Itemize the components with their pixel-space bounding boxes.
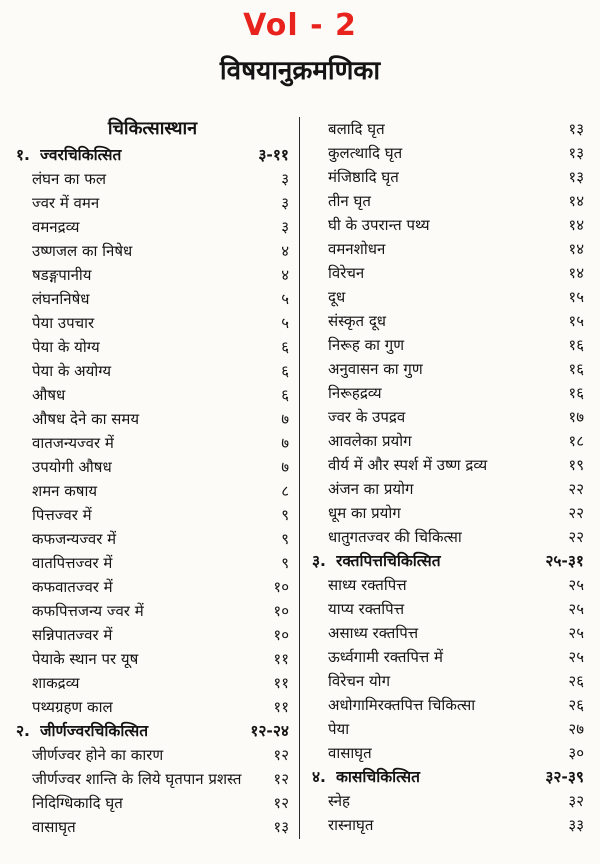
entry-title: अंजन का प्रयोग xyxy=(328,480,414,498)
toc-item-row xyxy=(312,333,584,357)
entry-title: साध्य रक्तपित्त xyxy=(328,576,407,594)
section-number: १. xyxy=(16,146,30,164)
entry-page: ११ xyxy=(273,674,289,692)
toc-section-row xyxy=(16,719,289,743)
entry-title: स्नेह xyxy=(328,792,351,810)
toc-section-row xyxy=(312,549,584,573)
entry-title: असाध्य रक्तपित्त xyxy=(328,624,419,642)
toc-item-row xyxy=(312,357,584,381)
entry-page: ३३ xyxy=(568,816,584,834)
toc-item-row xyxy=(312,165,584,189)
toc-item-row xyxy=(16,431,289,455)
toc-item-row xyxy=(16,359,289,383)
entry-title: वीर्य में और स्पर्श में उष्ण द्रव्य xyxy=(328,456,488,474)
toc-item-row xyxy=(312,525,584,549)
entry-page: २६ xyxy=(568,672,584,690)
entry-page: ३ xyxy=(281,170,289,188)
toc-item-row xyxy=(312,309,584,333)
toc-item-row xyxy=(312,669,584,693)
entry-title: धूम का प्रयोग xyxy=(328,504,401,522)
entry-title: निरूह का गुण xyxy=(328,336,405,354)
entry-title: वमनद्रव्य xyxy=(32,218,80,236)
entry-page: ५ xyxy=(281,290,289,308)
entry-title: पेयाके स्थान पर यूष xyxy=(32,650,139,668)
entry-title: विरेचन xyxy=(328,264,365,282)
entry-title: कासचिकित्सित xyxy=(336,768,420,786)
entry-page: ४ xyxy=(281,242,289,260)
toc-item-row xyxy=(312,693,584,717)
entry-title: अनुवासन का गुण xyxy=(328,360,423,378)
toc-section-row xyxy=(312,765,584,789)
entry-title: पित्तज्वर में xyxy=(32,506,92,524)
toc-item-row xyxy=(312,453,584,477)
entry-page: २७ xyxy=(568,720,584,738)
entry-page: २२ xyxy=(568,480,584,498)
entry-title: जीर्णज्वरचिकित्सित xyxy=(40,722,149,740)
entry-title: कफजन्यज्वर में xyxy=(32,530,117,548)
toc-item-row xyxy=(312,189,584,213)
entry-title: जीर्णज्वर शान्ति के लिये घृतपान प्रशस्त xyxy=(32,770,242,788)
toc-item-row xyxy=(312,237,584,261)
entry-title: संस्कृत दूध xyxy=(328,312,387,330)
entry-title: बलादि घृत xyxy=(328,120,385,138)
entry-title: ऊर्ध्वगामी रक्तपित्त में xyxy=(328,648,443,666)
toc-item-row xyxy=(16,455,289,479)
toc-item-row xyxy=(16,695,289,719)
entry-title: कुलत्थादि घृत xyxy=(328,144,403,162)
entry-title: अधोगामिरक्तपित्त चिकित्सा xyxy=(328,696,476,714)
entry-page: ६ xyxy=(281,338,289,356)
section-number: ४. xyxy=(312,768,326,786)
entry-page: १० xyxy=(273,626,289,644)
toc-item-row xyxy=(312,573,584,597)
entry-title: निरूहद्रव्य xyxy=(328,384,382,402)
entry-page: ५ xyxy=(281,314,289,332)
toc-item-row xyxy=(16,575,289,599)
entry-page: २६ xyxy=(568,696,584,714)
page-title: विषयानुक्रमणिका xyxy=(219,56,381,86)
toc-item-row xyxy=(16,167,289,191)
entry-page: १७ xyxy=(568,408,584,426)
entry-page: १३ xyxy=(273,818,289,836)
entry-page: १३ xyxy=(568,144,584,162)
entry-page: २५ xyxy=(568,576,584,594)
entry-title: वासाघृत xyxy=(328,744,372,762)
section-number: २. xyxy=(16,722,30,740)
entry-title: पेया के अयोग्य xyxy=(32,362,112,380)
toc-item-row xyxy=(312,141,584,165)
toc-item-row xyxy=(312,813,584,837)
entry-page: ६ xyxy=(281,362,289,380)
toc-item-row xyxy=(312,597,584,621)
toc-item-row xyxy=(16,503,289,527)
entry-page: ९ xyxy=(281,506,289,524)
toc-item-row xyxy=(16,239,289,263)
toc-item-row xyxy=(16,527,289,551)
entry-title: पेया उपचार xyxy=(32,314,95,332)
toc-item-row xyxy=(16,191,289,215)
left-column-rows xyxy=(16,143,289,839)
entry-title: पथ्यग्रहण काल xyxy=(32,698,113,716)
entry-page: ७ xyxy=(281,458,289,476)
entry-page: १४ xyxy=(568,240,584,258)
entry-page: १५ xyxy=(568,312,584,330)
entry-title: षडङ्गपानीय xyxy=(32,266,92,284)
entry-title: आवलेका प्रयोग xyxy=(328,432,412,450)
entry-title: दूध xyxy=(328,288,346,306)
toc-item-row xyxy=(16,311,289,335)
toc-item-row xyxy=(312,477,584,501)
entry-page: ८ xyxy=(281,482,289,500)
right-column-rows xyxy=(312,117,584,837)
entry-title: सन्निपातज्वर में xyxy=(32,626,113,644)
entry-title: तीन घृत xyxy=(328,192,371,210)
entry-page: २२ xyxy=(568,528,584,546)
entry-title: मंजिष्ठादि घृत xyxy=(328,168,399,186)
entry-page: १० xyxy=(273,578,289,596)
entry-page: २५ xyxy=(568,648,584,666)
entry-page: १४ xyxy=(568,192,584,210)
toc-item-row xyxy=(16,791,289,815)
entry-title: औषध देने का समय xyxy=(32,410,140,428)
toc-item-row xyxy=(16,215,289,239)
toc-item-row xyxy=(312,501,584,525)
entry-page: ९ xyxy=(281,530,289,548)
entry-page: १२ xyxy=(273,746,289,764)
entry-page: ३ xyxy=(281,194,289,212)
right-column xyxy=(300,117,584,839)
entry-title: उष्णजल का निषेध xyxy=(32,242,133,260)
toc-item-row xyxy=(16,551,289,575)
entry-title: घी के उपरान्त पथ्य xyxy=(328,216,430,234)
entry-page: ४ xyxy=(281,266,289,284)
left-column xyxy=(16,117,300,839)
toc-item-row xyxy=(16,263,289,287)
entry-page: २५ xyxy=(568,624,584,642)
entry-page: १२-२४ xyxy=(250,722,289,740)
toc-item-row xyxy=(16,647,289,671)
toc-item-row xyxy=(16,767,289,791)
entry-page: ३ xyxy=(281,218,289,236)
entry-title: जीर्णज्वर होने का कारण xyxy=(32,746,164,764)
toc-item-row xyxy=(312,621,584,645)
toc-section-row xyxy=(16,143,289,167)
entry-page: ३० xyxy=(568,744,584,762)
toc-item-row xyxy=(16,671,289,695)
entry-page: १२ xyxy=(273,794,289,812)
entry-title: रक्तपित्तचिकित्सित xyxy=(336,552,441,570)
entry-title: उपयोगी औषध xyxy=(32,458,112,476)
entry-title: ज्वर के उपद्रव xyxy=(328,408,406,426)
toc-item-row xyxy=(16,623,289,647)
entry-title: वासाघृत xyxy=(32,818,76,836)
toc-item-row xyxy=(312,717,584,741)
left-column-heading: चिकित्सास्थान xyxy=(107,118,198,139)
entry-page: ३२-३९ xyxy=(545,768,584,786)
entry-page: १३ xyxy=(568,168,584,186)
toc-item-row xyxy=(312,285,584,309)
entry-page: १४ xyxy=(568,216,584,234)
entry-title: वातजन्यज्वर में xyxy=(32,434,114,452)
entry-page: १६ xyxy=(568,384,584,402)
entry-page: १३ xyxy=(568,120,584,138)
toc-item-row xyxy=(16,383,289,407)
toc-item-row xyxy=(16,743,289,767)
entry-title: कफपित्तजन्य ज्वर में xyxy=(32,602,144,620)
entry-page: ३-११ xyxy=(258,146,289,164)
toc-item-row xyxy=(312,117,584,141)
entry-page: २२ xyxy=(568,504,584,522)
entry-page: ११ xyxy=(273,650,289,668)
toc-item-row xyxy=(16,479,289,503)
entry-title: विरेचन योग xyxy=(328,672,391,690)
section-number: ३. xyxy=(312,552,326,570)
toc-columns xyxy=(16,117,584,839)
toc-item-row xyxy=(312,429,584,453)
entry-page: १० xyxy=(273,602,289,620)
entry-title: वातपित्तज्वर में xyxy=(32,554,113,572)
entry-title: याप्य रक्तपित्त xyxy=(328,600,405,618)
entry-page: १५ xyxy=(568,288,584,306)
entry-page: ११ xyxy=(273,698,289,716)
entry-title: औषध xyxy=(32,386,66,404)
entry-title: पेया के योग्य xyxy=(32,338,100,356)
entry-page: ३२ xyxy=(568,792,584,810)
toc-item-row xyxy=(312,213,584,237)
entry-title: शमन कषाय xyxy=(32,482,98,500)
entry-page: १८ xyxy=(568,432,584,450)
entry-title: पेया xyxy=(328,720,350,738)
entry-page: १६ xyxy=(568,360,584,378)
volume-label: Vol - 2 xyxy=(243,8,357,43)
entry-title: धातुगतज्वर की चिकित्सा xyxy=(328,528,462,546)
entry-title: कफवातज्वर में xyxy=(32,578,113,596)
entry-page: २५ xyxy=(568,600,584,618)
entry-page: ६ xyxy=(281,386,289,404)
toc-item-row xyxy=(312,741,584,765)
toc-item-row xyxy=(16,287,289,311)
toc-item-row xyxy=(312,381,584,405)
entry-title: लंघन का फल xyxy=(32,170,107,188)
toc-item-row xyxy=(312,645,584,669)
toc-item-row xyxy=(312,789,584,813)
entry-title: वमनशोधन xyxy=(328,240,386,258)
toc-item-row xyxy=(16,335,289,359)
entry-page: ७ xyxy=(281,410,289,428)
entry-title: शाकद्रव्य xyxy=(32,674,80,692)
entry-title: रास्नाघृत xyxy=(328,816,374,834)
toc-item-row xyxy=(312,261,584,285)
entry-page: २५-३१ xyxy=(545,552,584,570)
toc-item-row xyxy=(16,407,289,431)
entry-title: निदिग्धिकादि घृत xyxy=(32,794,123,812)
entry-page: १४ xyxy=(568,264,584,282)
entry-page: १९ xyxy=(568,456,584,474)
entry-page: १६ xyxy=(568,336,584,354)
entry-title: ज्वरचिकित्सित xyxy=(40,146,122,164)
toc-item-row xyxy=(16,599,289,623)
entry-page: ९ xyxy=(281,554,289,572)
toc-item-row xyxy=(312,405,584,429)
entry-page: १२ xyxy=(273,770,289,788)
entry-title: ज्वर में वमन xyxy=(32,194,100,212)
entry-page: ७ xyxy=(281,434,289,452)
entry-title: लंघननिषेध xyxy=(32,290,90,308)
toc-item-row xyxy=(16,815,289,839)
